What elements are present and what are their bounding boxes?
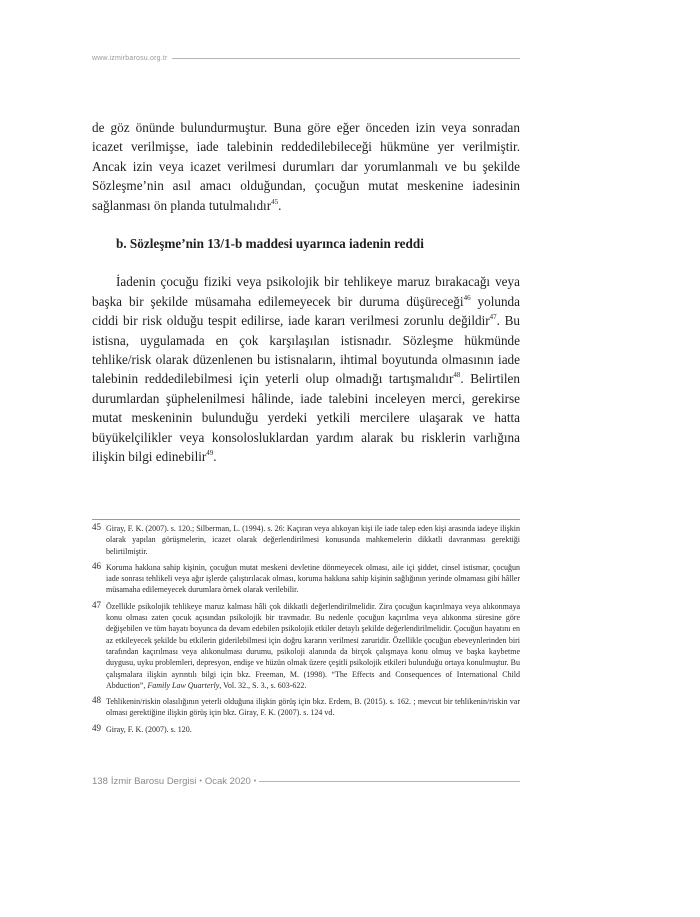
- paragraph-2-s1: İadenin çocuğu fiziki veya psikolojik bir tehlikeye maruz bırakacağı veya başka bir şekilde müsamaha edilemeyecek bir duruma düşüreceği: [92, 274, 520, 309]
- footnote-text: Tehlikenin/riskin olasılığının yeterli olduğuna ilişkin görüş için bkz. Erdem, B. (2015). s. 162. ; mevcut bir tehlikenin/riskin var olması gerektiğine ilişkin görüş için bkz. Giray, F. K. (2007). s. 124 vd.: [106, 697, 520, 718]
- footnote-48: [92, 696, 520, 719]
- paragraph-2-s4: . Belirtilen durumlardan şüphelenilmesi hâlinde, iade talebini inceleyen merci, gerekirse mutat meskeninin bulunduğu yerdeki yetkili mercilere ulaşarak ve hatta büyükelçilikler veya konsolosluklardan yardım alarak bu risklerin varlığına ilişkin bilgi edinebilir: [92, 371, 520, 465]
- paragraph-2-s5: .: [213, 449, 217, 465]
- running-header: [92, 55, 520, 62]
- main-text: [92, 118, 520, 467]
- paragraph-2: [92, 272, 520, 466]
- footer-trailing-dot: •: [253, 778, 257, 785]
- header-rule: [172, 58, 520, 59]
- footer-rule: [259, 781, 520, 782]
- footnote-text: Giray, F. K. (2007). s. 120.; Silberman, L. (1994). s. 26: Kaçıran veya alıkoyan kişi ile iade talep eden kişi arasında iadeye ilişkin olarak yapılan görüşmelerin, icazet olarak değerlendirilmesi konusunda mahkemelerin dikkatli davranması gerektiği belirtilmiştir.: [106, 524, 520, 556]
- footnote-number: 49: [92, 722, 101, 733]
- footnote-46: [92, 562, 520, 596]
- paragraph-1-end: .: [278, 197, 282, 213]
- header-url[interactable]: www.izmirbarosu.org.tr: [92, 55, 168, 62]
- footnote-number: 46: [92, 560, 101, 571]
- paragraph-1-text: de göz önünde bulundurmuştur. Buna göre eğer önceden izin veya sonradan icazet verilmişse, iade talebinin reddedilebileceği hükmüne yer verilmiştir. Ancak izin veya icazet verilmesi durumları dar yorumlanmalı ve bu şekilde Sözleşme’nin asıl amacı olduğundan, çocuğun mutat meskenine iadesinin sağlanması ön planda tutulmalıdır: [92, 120, 520, 213]
- footnote-text-after: , Vol. 32., S. 3., s. 603-622.: [219, 680, 307, 690]
- footnote-47: [92, 601, 520, 691]
- footnote-49: [92, 724, 520, 735]
- footnote-ref-46[interactable]: 46: [463, 293, 471, 302]
- section-heading: b. Sözleşme’nin 13/1-b maddesi uyarınca iadenin reddi: [116, 236, 424, 252]
- footnote-text: Koruma hakkına sahip kişinin, çocuğun mutat meskeni devletine dönmeyecek olması, aile içi şiddet, cinsel istismar, çocuğun iade sonrası tehlikeli veya ağır işlerde çalıştırılacak olması, koruma hakkına sahip kişinin sağlığının yerinde olmaması gibi hâller müsamaha edilemeyecek durumlara örnek olarak verilebilir.: [106, 562, 520, 595]
- footnote-ref-47[interactable]: 47: [489, 313, 497, 322]
- paragraph-1: [92, 118, 520, 215]
- footer-separator: •: [199, 778, 202, 785]
- footnotes: [92, 523, 520, 740]
- page-number: 138: [92, 776, 108, 787]
- paragraph-2-s2: yolunda ciddi bir risk olduğu tespit edilirse, iade kararı verilmesi zorunlu değildir: [92, 293, 520, 329]
- issue-date: Ocak 2020: [204, 776, 251, 787]
- footnote-ref-48[interactable]: 48: [453, 371, 461, 380]
- footnote-number: 48: [92, 695, 101, 706]
- footnote-number: 47: [92, 599, 101, 610]
- footnote-text: [106, 601, 520, 691]
- footnote-ref-45[interactable]: 45: [271, 197, 279, 206]
- journal-title: Family Law Quarterly: [147, 680, 220, 690]
- running-footer: [92, 776, 520, 787]
- footnote-text: Giray, F. K. (2007). s. 120.: [106, 724, 192, 734]
- footnote-text-before: Özellikle psikolojik tehlikeye maruz kalması hâli çok dikkatli değerlendirilmelidir. Zira çocuğun kaçırılmaya veya alıkonmaya konu olması zaten çocuk açısından psikolojik bir travmadır. Bu nedenle çocuğun kaçırılma veya alıkonma süresine göre değişebilen ve tüm hayatı boyunca da devam edebilen psikolojik etkiler detaylı şekilde değerlendirilmelidir. Çocuğun hayatını en az etkileyecek şekilde bu etkilerin giderilebilmesi için doğru kararın verilmesi zaruridir. Özellikle çocuğun ebeveynlerinden biri tarafından kaçırılması veya alıkonulması durumu, psikoloji alanında da birçok çalışmaya konu olmuş ve başka kaybetme duygusu, uyku problemleri, depresyon, endişe ve hüzün olmak üzere çeşitli psikolojik etkileri bulunduğu ortaya konulmuştur. Bu çalışmalara ilişkin ayrıntılı bilgi için bkz. Freeman, M. (1998). “The Effects and Consequences of International Child Abduction”,: [106, 601, 520, 690]
- journal-name: İzmir Barosu Dergisi: [110, 776, 197, 787]
- footnote-number: 45: [92, 522, 101, 532]
- footnote-45: [92, 523, 520, 557]
- footnote-divider: [92, 519, 520, 520]
- paragraph-2-s3: . Bu istisna, uygulamada en çok karşılaşılan istisnadır. Sözleşme hükmünde tehlike/risk olarak düzenlenen bu istisnaların, ihtimal boyutunda olmasının iade talebinin reddedilebilmesi için yeterli olup olmadığı tartışmalıdır: [92, 313, 521, 387]
- footnote-ref-49[interactable]: 49: [206, 449, 214, 458]
